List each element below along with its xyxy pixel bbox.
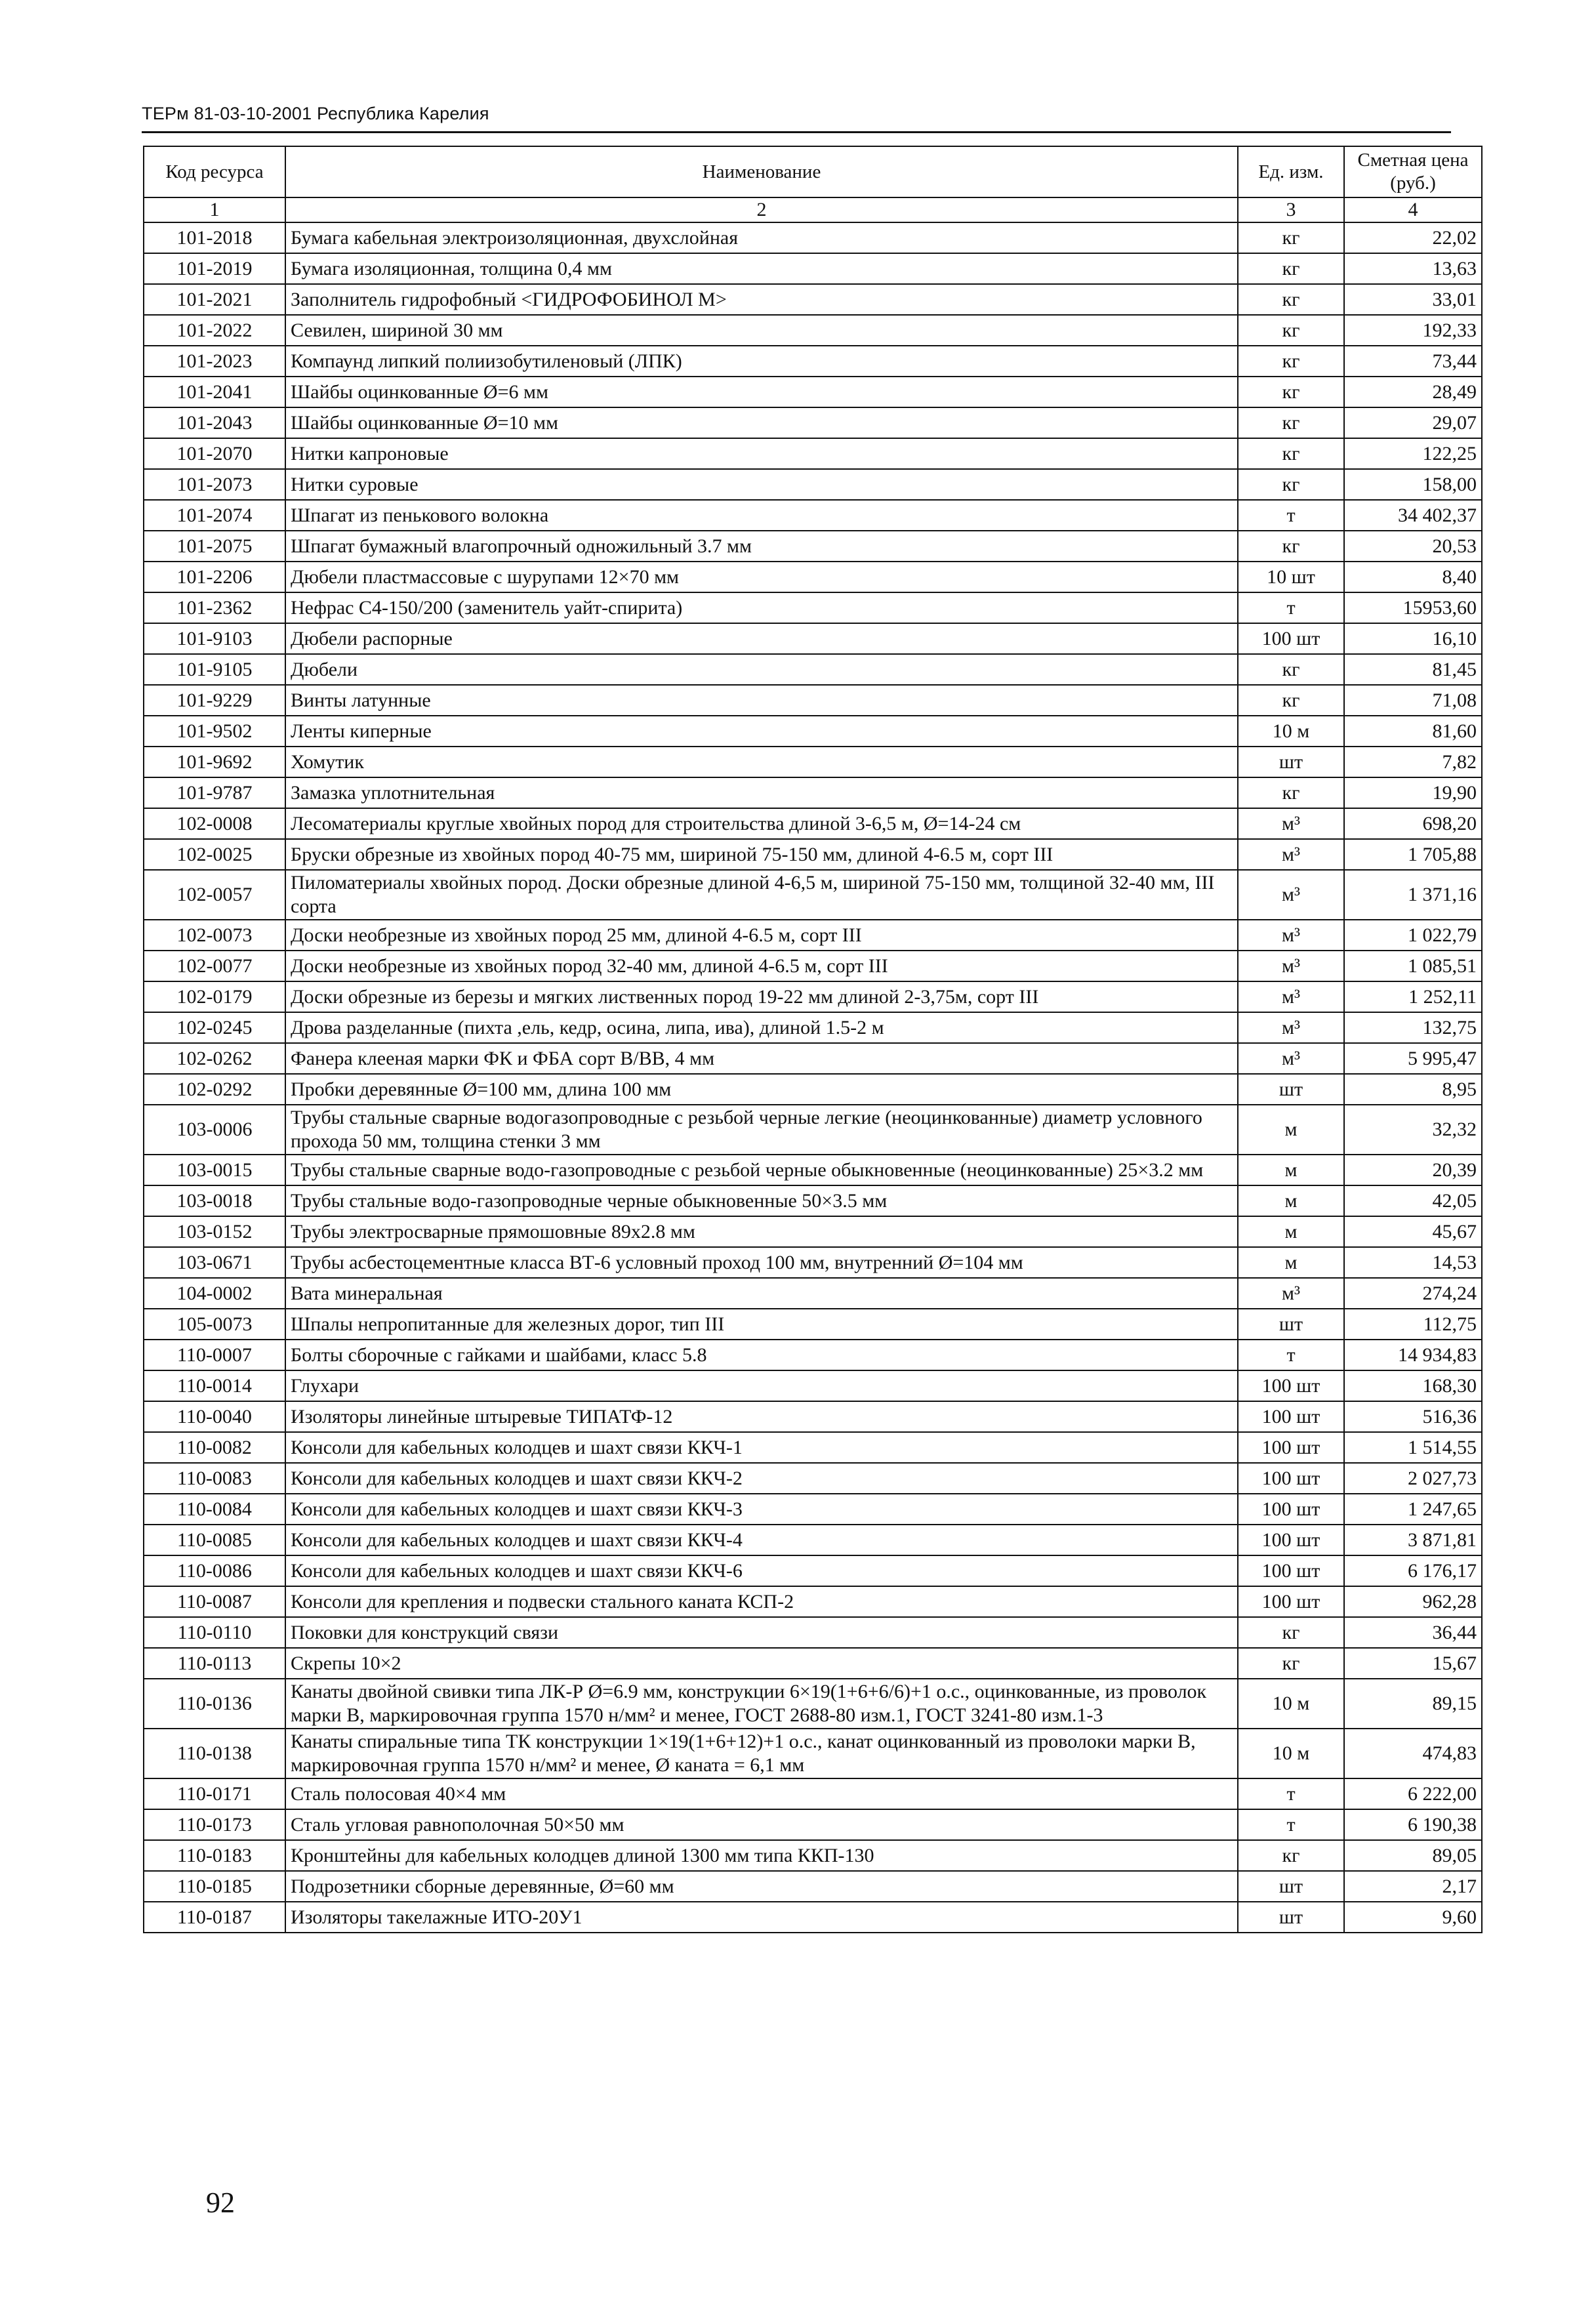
cell-price: 13,63 bbox=[1344, 253, 1482, 284]
cell-unit: м³ bbox=[1238, 808, 1344, 839]
cell-code: 102-0073 bbox=[144, 920, 285, 951]
cell-unit: 10 м bbox=[1238, 1729, 1344, 1778]
table-row bbox=[144, 284, 1482, 315]
cell-name: Хомутик bbox=[285, 747, 1238, 777]
cell-price: 36,44 bbox=[1344, 1617, 1482, 1648]
cell-price: 8,40 bbox=[1344, 562, 1482, 592]
page-number: 92 bbox=[206, 2186, 235, 2219]
table-row bbox=[144, 407, 1482, 438]
table-row bbox=[144, 1247, 1482, 1278]
cell-name: Доски обрезные из березы и мягких лиственных пород 19-22 мм длиной 2-3,75м, сорт III bbox=[285, 981, 1238, 1012]
cell-name: Консоли для кабельных колодцев и шахт связи ККЧ-3 bbox=[285, 1494, 1238, 1525]
table-row bbox=[144, 500, 1482, 531]
cell-code: 110-0113 bbox=[144, 1648, 285, 1679]
cell-unit: м³ bbox=[1238, 839, 1344, 870]
cell-unit: кг bbox=[1238, 531, 1344, 562]
table-row bbox=[144, 1401, 1482, 1432]
cell-code: 101-9692 bbox=[144, 747, 285, 777]
cell-name: Дюбели распорные bbox=[285, 623, 1238, 654]
cell-price: 28,49 bbox=[1344, 377, 1482, 407]
cell-name: Нефрас С4-150/200 (заменитель уайт-спирита) bbox=[285, 592, 1238, 623]
cell-unit: 100 шт bbox=[1238, 1555, 1344, 1586]
cell-price: 73,44 bbox=[1344, 346, 1482, 377]
table-row bbox=[144, 1555, 1482, 1586]
cell-unit: кг bbox=[1238, 222, 1344, 253]
cell-name: Изоляторы линейные штыревые ТИПАТФ-12 bbox=[285, 1401, 1238, 1432]
cell-code: 101-9502 bbox=[144, 716, 285, 747]
cell-price: 6 176,17 bbox=[1344, 1555, 1482, 1586]
cell-code: 110-0085 bbox=[144, 1525, 285, 1555]
table-row bbox=[144, 438, 1482, 469]
cell-price: 19,90 bbox=[1344, 777, 1482, 808]
cell-code: 102-0077 bbox=[144, 951, 285, 981]
cell-name: Замазка уплотнительная bbox=[285, 777, 1238, 808]
cell-code: 110-0040 bbox=[144, 1401, 285, 1432]
cell-unit: 10 шт bbox=[1238, 562, 1344, 592]
cell-name: Канаты спиральные типа ТК конструкции 1×19(1+6+12)+1 о.с., канат оцинкованный из проволоки марки В, маркировочная группа 1570 н/мм² и менее, Ø каната = 6,1 мм bbox=[285, 1729, 1238, 1778]
table-row bbox=[144, 315, 1482, 346]
cell-unit: кг bbox=[1238, 346, 1344, 377]
table-row bbox=[144, 685, 1482, 716]
cell-name: Пробки деревянные Ø=100 мм, длина 100 мм bbox=[285, 1074, 1238, 1105]
cell-name: Консоли для кабельных колодцев и шахт связи ККЧ-6 bbox=[285, 1555, 1238, 1586]
cell-unit: кг bbox=[1238, 1648, 1344, 1679]
cell-name: Глухари bbox=[285, 1370, 1238, 1401]
cell-name: Компаунд липкий полиизобутиленовый (ЛПК) bbox=[285, 346, 1238, 377]
table-row bbox=[144, 1840, 1482, 1871]
column-header-row bbox=[144, 146, 1482, 197]
cell-name: Фанера клееная марки ФК и ФБА сорт В/ВВ, 4 мм bbox=[285, 1043, 1238, 1074]
table-row bbox=[144, 654, 1482, 685]
cell-name: Изоляторы такелажные ИТО-20У1 bbox=[285, 1902, 1238, 1933]
table-row bbox=[144, 1105, 1482, 1155]
cell-price: 3 871,81 bbox=[1344, 1525, 1482, 1555]
cell-price: 122,25 bbox=[1344, 438, 1482, 469]
cell-name: Шпалы непропитанные для железных дорог, тип III bbox=[285, 1309, 1238, 1340]
cell-code: 101-2206 bbox=[144, 562, 285, 592]
cell-name: Винты латунные bbox=[285, 685, 1238, 716]
table-row bbox=[144, 1216, 1482, 1247]
cell-name: Бумага изоляционная, толщина 0,4 мм bbox=[285, 253, 1238, 284]
cell-price: 89,05 bbox=[1344, 1840, 1482, 1871]
table-row bbox=[144, 222, 1482, 253]
cell-name: Шпагат бумажный влагопрочный одножильный 3.7 мм bbox=[285, 531, 1238, 562]
cell-price: 6 190,38 bbox=[1344, 1809, 1482, 1840]
table-row bbox=[144, 253, 1482, 284]
cell-name: Вата минеральная bbox=[285, 1278, 1238, 1309]
cell-code: 110-0082 bbox=[144, 1432, 285, 1463]
cell-name: Пиломатериалы хвойных пород. Доски обрезные длиной 4-6,5 м, шириной 75-150 мм, толщиной 32-40 мм, III сорта bbox=[285, 870, 1238, 920]
cell-unit: м³ bbox=[1238, 1012, 1344, 1043]
cell-price: 71,08 bbox=[1344, 685, 1482, 716]
table-row bbox=[144, 531, 1482, 562]
cell-unit: кг bbox=[1238, 253, 1344, 284]
cell-price: 33,01 bbox=[1344, 284, 1482, 315]
table-row bbox=[144, 1309, 1482, 1340]
cell-unit: кг bbox=[1238, 1617, 1344, 1648]
cell-price: 158,00 bbox=[1344, 469, 1482, 500]
cell-unit: т bbox=[1238, 500, 1344, 531]
column-header-name: Наименование bbox=[285, 146, 1238, 197]
table-row bbox=[144, 562, 1482, 592]
cell-code: 103-0018 bbox=[144, 1185, 285, 1216]
cell-price: 274,24 bbox=[1344, 1278, 1482, 1309]
column-header-code: Код ресурса bbox=[144, 146, 285, 197]
cell-unit: кг bbox=[1238, 1840, 1344, 1871]
cell-code: 110-0136 bbox=[144, 1679, 285, 1729]
column-header-unit: Ед. изм. bbox=[1238, 146, 1344, 197]
cell-price: 1 247,65 bbox=[1344, 1494, 1482, 1525]
cell-name: Подрозетники сборные деревянные, Ø=60 мм bbox=[285, 1871, 1238, 1902]
cell-name: Канаты двойной свивки типа ЛК-Р Ø=6.9 мм, конструкции 6×19(1+6+6/6)+1 о.с., оцинкованные, из проволок марки В, маркировочная группа 1570 н/мм² и менее, ГОСТ 2688-80 изм.1, ГОСТ 3241-80 изм.1-3 bbox=[285, 1679, 1238, 1729]
table-row bbox=[144, 951, 1482, 981]
cell-unit: 100 шт bbox=[1238, 1401, 1344, 1432]
cell-price: 132,75 bbox=[1344, 1012, 1482, 1043]
cell-code: 103-0671 bbox=[144, 1247, 285, 1278]
cell-price: 1 022,79 bbox=[1344, 920, 1482, 951]
cell-unit: м³ bbox=[1238, 951, 1344, 981]
cell-code: 110-0014 bbox=[144, 1370, 285, 1401]
cell-price: 112,75 bbox=[1344, 1309, 1482, 1340]
cell-name: Дюбели пластмассовые с шурупами 12×70 мм bbox=[285, 562, 1238, 592]
cell-code: 101-2019 bbox=[144, 253, 285, 284]
cell-code: 101-9103 bbox=[144, 623, 285, 654]
cell-unit: кг bbox=[1238, 469, 1344, 500]
cell-code: 110-0187 bbox=[144, 1902, 285, 1933]
table-head bbox=[144, 146, 1482, 222]
cell-unit: 100 шт bbox=[1238, 623, 1344, 654]
resource-price-table bbox=[143, 146, 1483, 1933]
cell-code: 105-0073 bbox=[144, 1309, 285, 1340]
table-row bbox=[144, 1432, 1482, 1463]
cell-unit: м³ bbox=[1238, 870, 1344, 920]
cell-code: 101-2018 bbox=[144, 222, 285, 253]
cell-unit: 100 шт bbox=[1238, 1586, 1344, 1617]
cell-name: Консоли для кабельных колодцев и шахт связи ККЧ-2 bbox=[285, 1463, 1238, 1494]
cell-price: 2,17 bbox=[1344, 1871, 1482, 1902]
cell-code: 101-2023 bbox=[144, 346, 285, 377]
cell-name: Лесоматериалы круглые хвойных пород для строительства длиной 3-6,5 м, Ø=14-24 см bbox=[285, 808, 1238, 839]
table-row bbox=[144, 1074, 1482, 1105]
cell-code: 102-0262 bbox=[144, 1043, 285, 1074]
cell-price: 1 371,16 bbox=[1344, 870, 1482, 920]
cell-name: Болты сборочные с гайками и шайбами, класс 5.8 bbox=[285, 1340, 1238, 1370]
cell-unit: м³ bbox=[1238, 981, 1344, 1012]
cell-code: 110-0173 bbox=[144, 1809, 285, 1840]
table-row bbox=[144, 469, 1482, 500]
cell-price: 45,67 bbox=[1344, 1216, 1482, 1247]
cell-price: 81,45 bbox=[1344, 654, 1482, 685]
cell-name: Консоли для кабельных колодцев и шахт связи ККЧ-1 bbox=[285, 1432, 1238, 1463]
cell-price: 516,36 bbox=[1344, 1401, 1482, 1432]
cell-name: Доски необрезные из хвойных пород 32-40 мм, длиной 4-6.5 м, сорт III bbox=[285, 951, 1238, 981]
cell-code: 110-0110 bbox=[144, 1617, 285, 1648]
cell-name: Нитки капроновые bbox=[285, 438, 1238, 469]
table-row bbox=[144, 1043, 1482, 1074]
cell-unit: 100 шт bbox=[1238, 1494, 1344, 1525]
table-row bbox=[144, 870, 1482, 920]
cell-price: 29,07 bbox=[1344, 407, 1482, 438]
table-body bbox=[144, 222, 1482, 1933]
table-row bbox=[144, 1278, 1482, 1309]
cell-unit: кг bbox=[1238, 685, 1344, 716]
table-row bbox=[144, 1809, 1482, 1840]
cell-name: Бруски обрезные из хвойных пород 40-75 мм, шириной 75-150 мм, длиной 4-6.5 м, сорт III bbox=[285, 839, 1238, 870]
cell-unit: кг bbox=[1238, 284, 1344, 315]
cell-code: 103-0152 bbox=[144, 1216, 285, 1247]
cell-unit: т bbox=[1238, 1340, 1344, 1370]
cell-code: 101-2075 bbox=[144, 531, 285, 562]
cell-code: 102-0292 bbox=[144, 1074, 285, 1105]
cell-unit: кг bbox=[1238, 377, 1344, 407]
document-header: ТЕРм 81-03-10-2001 Республика Карелия bbox=[142, 104, 489, 123]
cell-code: 110-0087 bbox=[144, 1586, 285, 1617]
cell-unit: 100 шт bbox=[1238, 1432, 1344, 1463]
cell-code: 110-0007 bbox=[144, 1340, 285, 1370]
table-row bbox=[144, 1648, 1482, 1679]
cell-price: 14,53 bbox=[1344, 1247, 1482, 1278]
cell-unit: шт bbox=[1238, 747, 1344, 777]
column-number: 3 bbox=[1238, 197, 1344, 222]
cell-unit: м³ bbox=[1238, 1043, 1344, 1074]
table-row bbox=[144, 1871, 1482, 1902]
cell-code: 101-2041 bbox=[144, 377, 285, 407]
cell-unit: кг bbox=[1238, 438, 1344, 469]
cell-name: Шайбы оцинкованные Ø=6 мм bbox=[285, 377, 1238, 407]
cell-unit: т bbox=[1238, 1778, 1344, 1809]
cell-price: 2 027,73 bbox=[1344, 1463, 1482, 1494]
cell-price: 1 252,11 bbox=[1344, 981, 1482, 1012]
cell-unit: м³ bbox=[1238, 920, 1344, 951]
table-row bbox=[144, 1586, 1482, 1617]
cell-unit: 10 м bbox=[1238, 1679, 1344, 1729]
cell-price: 7,82 bbox=[1344, 747, 1482, 777]
cell-name: Трубы стальные водо-газопроводные черные обыкновенные 50×3.5 мм bbox=[285, 1185, 1238, 1216]
cell-code: 103-0006 bbox=[144, 1105, 285, 1155]
cell-code: 102-0008 bbox=[144, 808, 285, 839]
cell-name: Консоли для крепления и подвески стального каната КСП-2 bbox=[285, 1586, 1238, 1617]
cell-price: 15,67 bbox=[1344, 1648, 1482, 1679]
cell-price: 698,20 bbox=[1344, 808, 1482, 839]
cell-unit: 10 м bbox=[1238, 716, 1344, 747]
cell-code: 110-0185 bbox=[144, 1871, 285, 1902]
cell-unit: м bbox=[1238, 1216, 1344, 1247]
cell-unit: м bbox=[1238, 1247, 1344, 1278]
cell-code: 102-0245 bbox=[144, 1012, 285, 1043]
cell-unit: м³ bbox=[1238, 1278, 1344, 1309]
cell-unit: т bbox=[1238, 592, 1344, 623]
cell-unit: шт bbox=[1238, 1074, 1344, 1105]
cell-code: 110-0171 bbox=[144, 1778, 285, 1809]
table-row bbox=[144, 808, 1482, 839]
cell-name: Скрепы 10×2 bbox=[285, 1648, 1238, 1679]
cell-name: Сталь полосовая 40×4 мм bbox=[285, 1778, 1238, 1809]
cell-unit: кг bbox=[1238, 407, 1344, 438]
cell-code: 102-0179 bbox=[144, 981, 285, 1012]
cell-code: 101-2022 bbox=[144, 315, 285, 346]
cell-unit: м bbox=[1238, 1155, 1344, 1185]
cell-unit: кг bbox=[1238, 315, 1344, 346]
cell-price: 9,60 bbox=[1344, 1902, 1482, 1933]
cell-unit: кг bbox=[1238, 654, 1344, 685]
cell-price: 5 995,47 bbox=[1344, 1043, 1482, 1074]
cell-name: Дрова разделанные (пихта ,ель, кедр, осина, липа, ива), длиной 1.5-2 м bbox=[285, 1012, 1238, 1043]
cell-price: 1 514,55 bbox=[1344, 1432, 1482, 1463]
table-row bbox=[144, 1463, 1482, 1494]
cell-code: 110-0083 bbox=[144, 1463, 285, 1494]
cell-name: Ленты киперные bbox=[285, 716, 1238, 747]
cell-price: 16,10 bbox=[1344, 623, 1482, 654]
cell-name: Трубы стальные сварные водогазопроводные с резьбой черные легкие (неоцинкованные) диаметр условного прохода 50 мм, толщина стенки 3 мм bbox=[285, 1105, 1238, 1155]
table-row bbox=[144, 377, 1482, 407]
cell-unit: м bbox=[1238, 1105, 1344, 1155]
cell-code: 104-0002 bbox=[144, 1278, 285, 1309]
table-row bbox=[144, 1340, 1482, 1370]
cell-code: 110-0138 bbox=[144, 1729, 285, 1778]
cell-price: 22,02 bbox=[1344, 222, 1482, 253]
table-row bbox=[144, 1155, 1482, 1185]
cell-name: Сталь угловая равнополочная 50×50 мм bbox=[285, 1809, 1238, 1840]
cell-name: Севилен, шириной 30 мм bbox=[285, 315, 1238, 346]
cell-price: 1 705,88 bbox=[1344, 839, 1482, 870]
cell-code: 101-2070 bbox=[144, 438, 285, 469]
cell-name: Трубы стальные сварные водо-газопроводные с резьбой черные обыкновенные (неоцинкованные) 25×3.2 мм bbox=[285, 1155, 1238, 1185]
cell-price: 1 085,51 bbox=[1344, 951, 1482, 981]
table-row bbox=[144, 623, 1482, 654]
column-number: 1 bbox=[144, 197, 285, 222]
cell-price: 81,60 bbox=[1344, 716, 1482, 747]
cell-code: 102-0025 bbox=[144, 839, 285, 870]
cell-price: 34 402,37 bbox=[1344, 500, 1482, 531]
cell-unit: шт bbox=[1238, 1871, 1344, 1902]
cell-name: Шайбы оцинкованные Ø=10 мм bbox=[285, 407, 1238, 438]
cell-code: 101-2362 bbox=[144, 592, 285, 623]
cell-price: 20,39 bbox=[1344, 1155, 1482, 1185]
table-row bbox=[144, 1778, 1482, 1809]
table-row bbox=[144, 1679, 1482, 1729]
cell-code: 110-0183 bbox=[144, 1840, 285, 1871]
cell-code: 110-0084 bbox=[144, 1494, 285, 1525]
table-row bbox=[144, 1525, 1482, 1555]
column-header-price: Сметная цена (руб.) bbox=[1344, 146, 1482, 197]
cell-code: 101-2043 bbox=[144, 407, 285, 438]
cell-unit: т bbox=[1238, 1809, 1344, 1840]
cell-price: 962,28 bbox=[1344, 1586, 1482, 1617]
cell-code: 103-0015 bbox=[144, 1155, 285, 1185]
cell-name: Трубы электросварные прямошовные 89х2.8 мм bbox=[285, 1216, 1238, 1247]
cell-price: 6 222,00 bbox=[1344, 1778, 1482, 1809]
cell-name: Дюбели bbox=[285, 654, 1238, 685]
cell-name: Доски необрезные из хвойных пород 25 мм, длиной 4-6.5 м, сорт III bbox=[285, 920, 1238, 951]
table-row bbox=[144, 1729, 1482, 1778]
table-row bbox=[144, 1185, 1482, 1216]
table-row bbox=[144, 1494, 1482, 1525]
cell-unit: 100 шт bbox=[1238, 1463, 1344, 1494]
column-number: 2 bbox=[285, 197, 1238, 222]
cell-code: 101-9229 bbox=[144, 685, 285, 716]
cell-price: 168,30 bbox=[1344, 1370, 1482, 1401]
cell-price: 89,15 bbox=[1344, 1679, 1482, 1729]
table-row bbox=[144, 346, 1482, 377]
table-row bbox=[144, 920, 1482, 951]
table-row bbox=[144, 747, 1482, 777]
cell-price: 474,83 bbox=[1344, 1729, 1482, 1778]
cell-name: Заполнитель гидрофобный <ГИДРОФОБИНОЛ М> bbox=[285, 284, 1238, 315]
cell-code: 101-2073 bbox=[144, 469, 285, 500]
cell-code: 101-9105 bbox=[144, 654, 285, 685]
cell-name: Поковки для конструкций связи bbox=[285, 1617, 1238, 1648]
cell-price: 14 934,83 bbox=[1344, 1340, 1482, 1370]
cell-unit: 100 шт bbox=[1238, 1370, 1344, 1401]
cell-unit: кг bbox=[1238, 777, 1344, 808]
cell-name: Кронштейны для кабельных колодцев длиной 1300 мм типа ККП-130 bbox=[285, 1840, 1238, 1871]
cell-unit: м bbox=[1238, 1185, 1344, 1216]
table-row bbox=[144, 1370, 1482, 1401]
table-row bbox=[144, 1012, 1482, 1043]
header-rule bbox=[142, 131, 1451, 133]
cell-code: 101-2074 bbox=[144, 500, 285, 531]
table-row bbox=[144, 777, 1482, 808]
cell-price: 8,95 bbox=[1344, 1074, 1482, 1105]
cell-price: 15953,60 bbox=[1344, 592, 1482, 623]
cell-price: 192,33 bbox=[1344, 315, 1482, 346]
column-number-row bbox=[144, 197, 1482, 222]
cell-code: 101-9787 bbox=[144, 777, 285, 808]
cell-name: Шпагат из пенькового волокна bbox=[285, 500, 1238, 531]
table-row bbox=[144, 981, 1482, 1012]
cell-name: Трубы асбестоцементные класса ВТ-6 условный проход 100 мм, внутренний Ø=104 мм bbox=[285, 1247, 1238, 1278]
table-row bbox=[144, 592, 1482, 623]
cell-name: Консоли для кабельных колодцев и шахт связи ККЧ-4 bbox=[285, 1525, 1238, 1555]
cell-name: Нитки суровые bbox=[285, 469, 1238, 500]
cell-price: 20,53 bbox=[1344, 531, 1482, 562]
table-row bbox=[144, 1902, 1482, 1933]
table-row bbox=[144, 1617, 1482, 1648]
cell-code: 102-0057 bbox=[144, 870, 285, 920]
table-row bbox=[144, 839, 1482, 870]
cell-code: 101-2021 bbox=[144, 284, 285, 315]
cell-unit: 100 шт bbox=[1238, 1525, 1344, 1555]
cell-price: 42,05 bbox=[1344, 1185, 1482, 1216]
cell-price: 32,32 bbox=[1344, 1105, 1482, 1155]
column-number: 4 bbox=[1344, 197, 1482, 222]
cell-name: Бумага кабельная электроизоляционная, двухслойная bbox=[285, 222, 1238, 253]
cell-unit: шт bbox=[1238, 1309, 1344, 1340]
cell-code: 110-0086 bbox=[144, 1555, 285, 1586]
table-row bbox=[144, 716, 1482, 747]
cell-unit: шт bbox=[1238, 1902, 1344, 1933]
